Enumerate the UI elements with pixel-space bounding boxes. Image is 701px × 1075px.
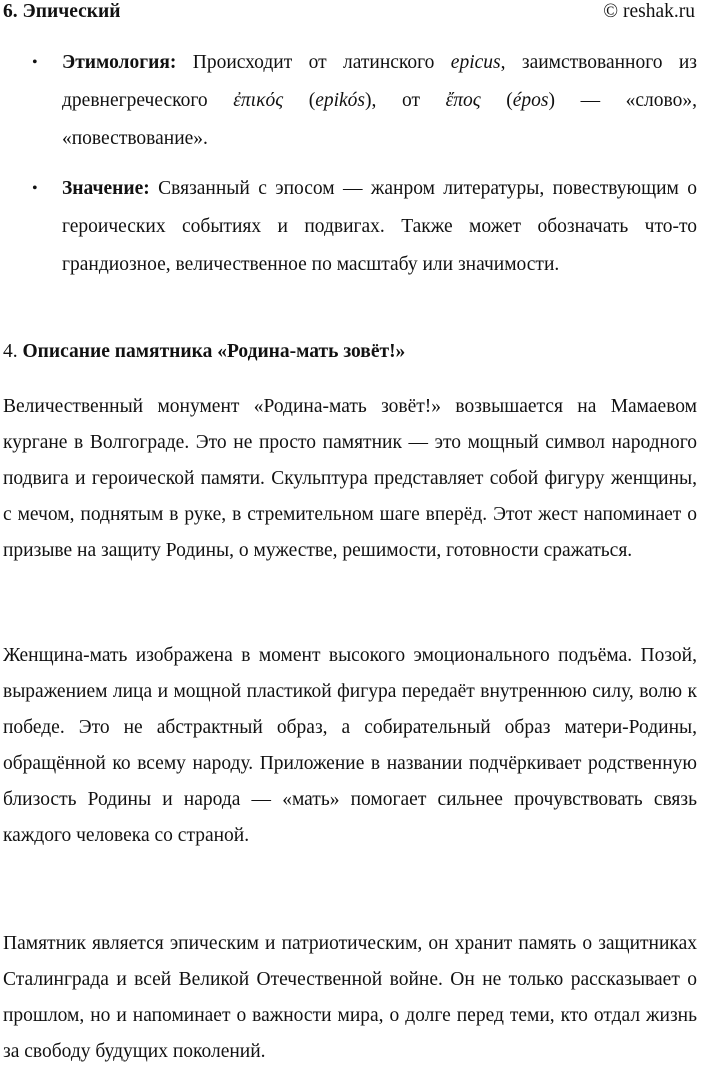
text: , заимствованного из древнегреческого — [62, 52, 697, 111]
text: ( — [480, 90, 513, 111]
section-heading — [3, 336, 405, 368]
text: ( — [283, 90, 316, 111]
term: epicus — [450, 52, 501, 73]
section-title: Описание памятника «Родина-мать зовёт!» — [22, 341, 406, 362]
label: Этимология: — [62, 52, 177, 73]
copyright: © reshak.ru — [603, 1, 695, 22]
term: ἐπικός — [233, 90, 284, 111]
text: ) — «слово», «повествование». — [62, 90, 697, 149]
list-item-etymology — [62, 44, 697, 158]
term: epikós — [315, 90, 366, 111]
paragraph: Величественный монумент «Родина-мать зовёт!» возвышается на Мамаевом кургане в Волгограде. Это не просто памятник — это мощный символ народного подвига и героической памяти. Скульптура представляет собой фигуру женщины, с мечом, поднятым в руке, в стремительном шаге вперёд. Этот жест напоминает о призыве на защиту Родины, о мужестве, решимости, готовности сражаться. — [3, 396, 697, 561]
text: ), от — [365, 90, 446, 111]
label: Значение: — [62, 178, 150, 199]
paragraph: Памятник является эпическим и патриотическим, он хранит память о защитниках Сталинграда и всей Великой Отечественной войне. Он не только рассказывает о прошлом, но и напоминает о важности мира, о долге перед теми, кто отдал жизнь за свободу будущих поколений. — [3, 933, 697, 1062]
term: épos — [512, 90, 549, 111]
paragraph: Женщина-мать изображена в момент высокого эмоционального подъёма. Позой, выражением лица и мощной пластикой фигура передаёт внутреннюю силу, волю к победе. Это не абстрактный образ, а собирательный образ матери-Родины, обращённой ко всему народу. Приложение в названии подчёркивает родственную близость Родины и народа — «мать» помогает сильнее прочувствовать связь каждого человека со страной. — [3, 645, 697, 846]
text: Связанный с эпосом — жанром литературы, повествующим о героических событиях и подвигах. Также может обозначать что-то грандиозное, величественное по масштабу или значимости. — [62, 178, 697, 275]
term: ἔπος — [445, 90, 481, 111]
item-title: 6. Эпический — [3, 1, 121, 22]
text: Происходит от латинского — [176, 52, 451, 73]
list-item-meaning — [62, 170, 697, 284]
definition-list — [0, 44, 697, 296]
section-number: 4. — [3, 341, 23, 362]
header — [3, 0, 695, 26]
